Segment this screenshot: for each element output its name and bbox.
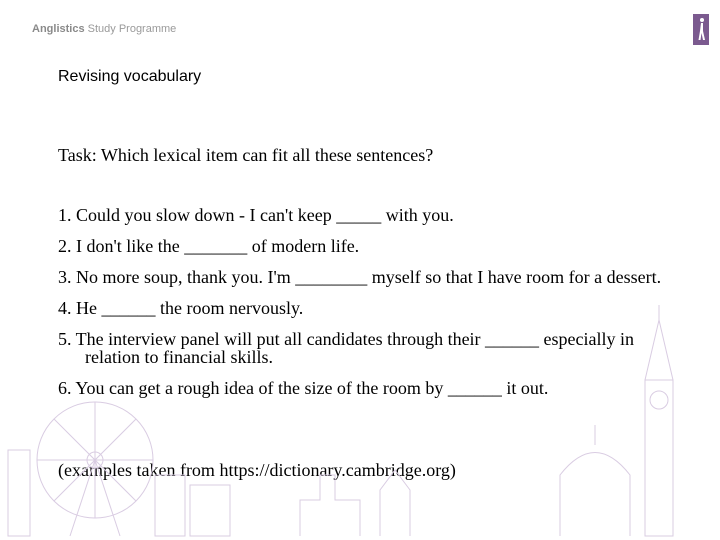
london-skyline-decoration (0, 300, 720, 540)
sentence-item: 3. No more soup, thank you. I'm ________ myself so that I have room for a dessert. (58, 267, 662, 287)
slide-title: Revising vocabulary (58, 68, 202, 85)
task-prompt: Task: Which lexical item can fit all these sentences? (58, 145, 434, 165)
sentence-item: 6. You can get a rough idea of the size of the room by ______ it out. (58, 378, 549, 398)
programme-header (32, 23, 176, 35)
sentence-item: 5. The interview panel will put all candidates through their ______ especially in relation to financial skills. (58, 329, 635, 367)
figure-icon (693, 14, 709, 45)
source-note: (examples taken from https://dictionary.cambridge.org) (58, 460, 456, 480)
header-brand: Anglistics (32, 23, 85, 35)
sentence-item: 1. Could you slow down - I can't keep _____ with you. (58, 205, 454, 225)
header-programme: Study Programme (87, 23, 177, 35)
sentence-item: 4. He ______ the room nervously. (58, 298, 304, 318)
logo (693, 14, 709, 45)
sentence-item: 2. I don't like the _______ of modern life. (58, 236, 360, 256)
